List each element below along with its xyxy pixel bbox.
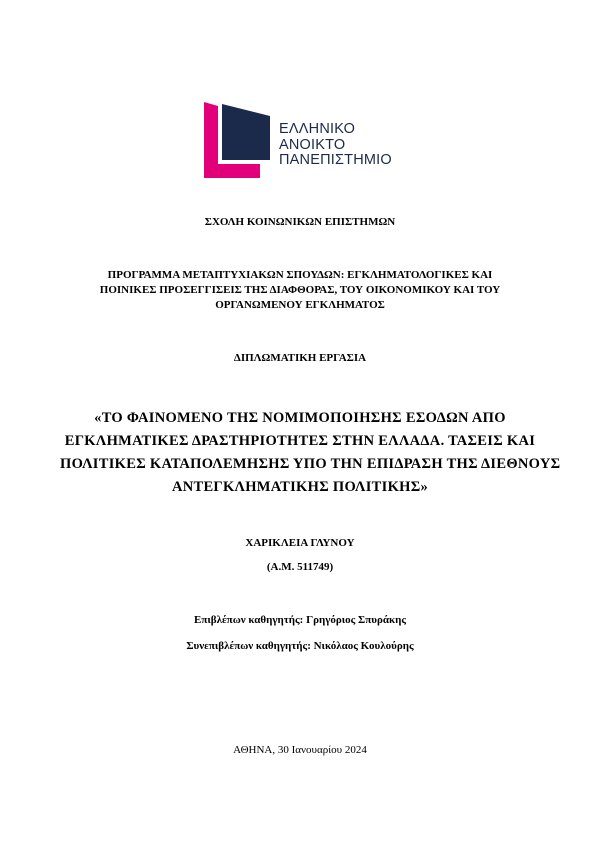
logo-line-1: ΕΛΛΗΝΙΚΟ [279, 121, 356, 137]
student-id: (Α.Μ. 511749) [266, 561, 334, 573]
logo-line-2: ΑΝΟΙΚΤΟ [279, 136, 346, 153]
title-line: «ΤΟ ΦΑΙΝΟΜΕΝΟ ΤΗΣ ΝΟΜΙΜΟΠΟΙΗΣΗΣ ΕΣΟΔΩΝ ΑΠΟ [94, 410, 506, 426]
title-line: ΕΓΚΛΗΜΑΤΙΚΕΣ ΔΡΑΣΤΗΡΙΟΤΗΤΕΣ ΣΤΗΝ ΕΛΛΑΔΑ. ΤΑΣΕΙΣ ΚΑΙ [64, 433, 536, 449]
school-name: ΣΧΟΛΗ ΚΟΙΝΩΝΙΚΩΝ ΕΠΙΣΤΗΜΩΝ [204, 216, 396, 228]
title-line: ΠΟΛΙΤΙΚΕΣ ΚΑΤΑΠΟΛΕΜΗΣΗΣ ΥΠΟ ΤΗΝ ΕΠΙΔΡΑΣΗ ΤΗΣ ΔΙΕΘΝΟΥΣ [60, 456, 561, 472]
program-line: ΠΟΙΝΙΚΕΣ ΠΡΟΣΕΓΓΙΣΕΙΣ ΤΗΣ ΔΙΑΦΘΟΡΑΣ, ΤΟΥ ΟΙΚΟΝΟΜΙΚΟΥ ΚΑΙ ΤΟΥ [99, 284, 501, 296]
logo-book-icon [204, 102, 276, 180]
program-line: ΟΡΓΑΝΩΜΕΝΟΥ ΕΓΚΛΗΜΑΤΟΣ [215, 299, 385, 311]
author-name: ΧΑΡΙΚΛΕΙΑ ΓΛΥΝΟΥ [245, 537, 355, 549]
logo-line-3: ΠΑΝΕΠΙΣΤΗΜΙΟ [279, 152, 392, 168]
university-logo [204, 102, 394, 180]
title-line: ΑΝΤΕΓΚΛΗΜΑΤΙΚΗΣ ΠΟΛΙΤΙΚΗΣ» [171, 479, 429, 495]
co-supervisor: Συνεπιβλέπων καθηγητής: Νικόλαος Κουλούρης [186, 640, 414, 652]
program-line: ΠΡΟΓΡΑΜΜΑ ΜΕΤΑΠΤΥΧΙΑΚΩΝ ΣΠΟΥΔΩΝ: ΕΓΚΛΗΜΑΤΟΛΟΓΙΚΕΣ ΚΑΙ [107, 269, 493, 281]
program-name [60, 268, 540, 313]
thesis-title [60, 407, 561, 499]
place-date: ΑΘΗΝΑ, 30 Ιανουαρίου 2024 [233, 744, 367, 756]
logo-wordmark [279, 122, 392, 169]
supervisor: Επιβλέπων καθηγητής: Γρηγόριος Σπυράκης [194, 614, 406, 626]
thesis-type: ΔΙΠΛΩΜΑΤΙΚΗ ΕΡΓΑΣΙΑ [233, 352, 367, 364]
